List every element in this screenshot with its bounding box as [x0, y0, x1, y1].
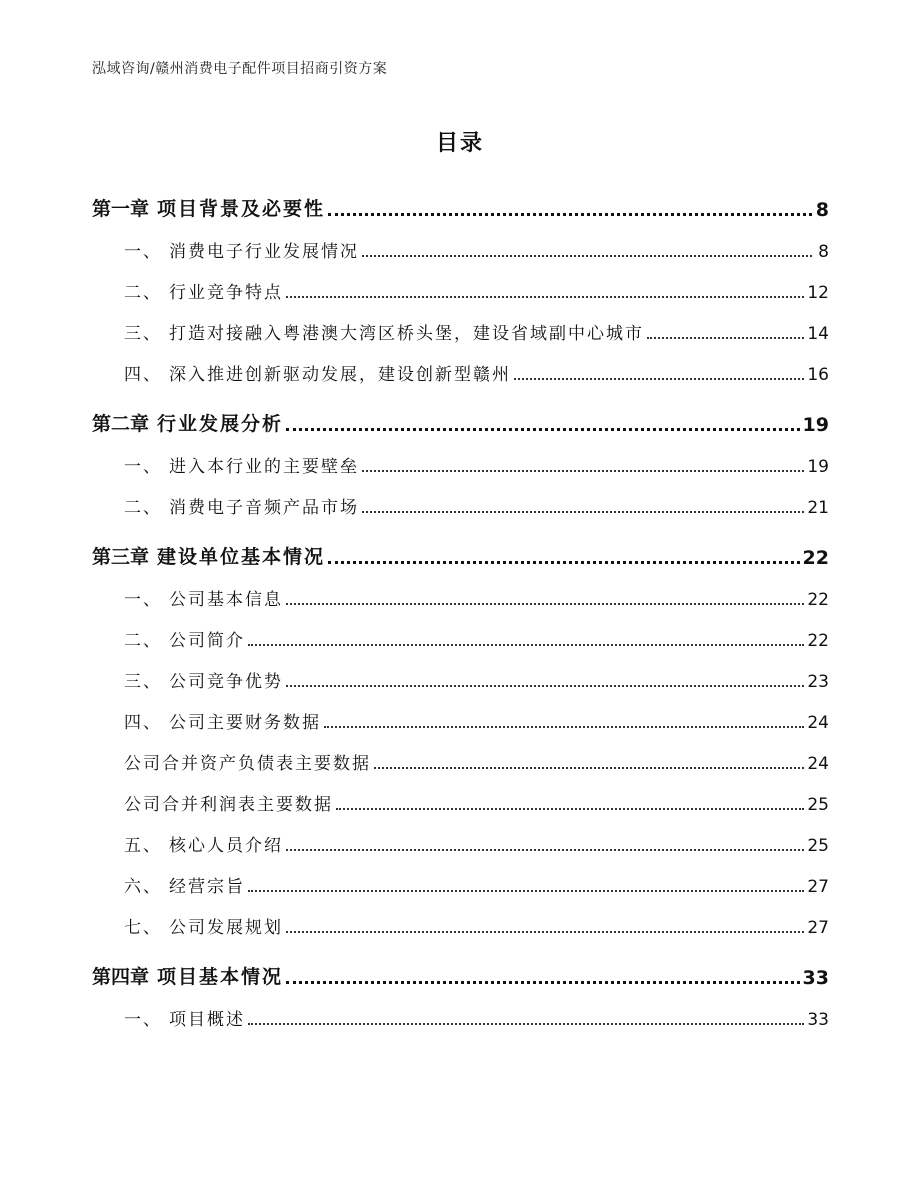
dot-leader: [514, 378, 804, 380]
running-header: 泓域咨询/赣州消费电子配件项目招商引资方案: [92, 61, 388, 77]
toc-entry-number: 第四章: [92, 966, 150, 988]
dot-leader: [286, 428, 800, 431]
toc-entry-number: 第二章: [92, 413, 150, 435]
toc-entry-number: 第三章: [92, 546, 150, 568]
toc-entry-page: 23: [807, 672, 829, 692]
toc-entry-title: 行业发展分析: [157, 413, 284, 435]
toc-subsection[interactable]: [92, 774, 829, 815]
toc-entry-title: 公司基本信息: [169, 590, 283, 610]
toc-section[interactable]: [92, 815, 829, 856]
toc-entry-title: 深入推进创新驱动发展，建设创新型赣州: [169, 365, 511, 385]
toc-chapter-4[interactable]: [92, 948, 829, 989]
toc-entry-page: 22: [807, 590, 829, 610]
toc-entry-page: 27: [807, 918, 829, 938]
toc-entry-number: 二、: [124, 631, 162, 651]
toc-section[interactable]: [92, 692, 829, 733]
toc-section[interactable]: [92, 856, 829, 897]
toc-entry-number: 七、: [124, 918, 162, 938]
toc-section[interactable]: [92, 477, 829, 518]
toc-entry-number: 第一章: [92, 198, 150, 220]
toc-entry-title: 公司合并利润表主要数据: [124, 795, 333, 815]
toc-entry-page: 24: [807, 713, 829, 733]
toc-chapter-1[interactable]: [92, 180, 829, 221]
toc-entry-title: 消费电子行业发展情况: [169, 242, 359, 262]
toc-entry-page: 24: [807, 754, 829, 774]
toc-entry-title: 经营宗旨: [169, 877, 245, 897]
toc-entry-title: 项目基本情况: [157, 966, 284, 988]
toc-entry-number: 一、: [124, 457, 162, 477]
dot-leader: [324, 726, 804, 728]
toc-entry-title: 公司合并资产负债表主要数据: [124, 754, 371, 774]
toc-entry-number: 一、: [124, 242, 162, 262]
toc-entry-page: 33: [807, 1010, 829, 1030]
toc-entry-number: 五、: [124, 836, 162, 856]
toc-entry-number: 一、: [124, 1010, 162, 1030]
toc-entry-title: 进入本行业的主要壁垒: [169, 457, 359, 477]
toc-section[interactable]: [92, 303, 829, 344]
dot-leader: [286, 981, 800, 984]
dot-leader: [248, 1023, 804, 1025]
toc-section[interactable]: [92, 989, 829, 1030]
toc-section[interactable]: [92, 569, 829, 610]
toc-entry-number: 二、: [124, 498, 162, 518]
toc-section[interactable]: [92, 897, 829, 938]
toc-entry-number: 二、: [124, 283, 162, 303]
dot-leader: [248, 644, 804, 646]
toc-entry-page: 8: [818, 242, 829, 262]
toc-entry-title: 公司发展规划: [169, 918, 283, 938]
toc-section[interactable]: [92, 262, 829, 303]
dot-leader: [286, 296, 804, 298]
dot-leader: [248, 890, 804, 892]
dot-leader: [328, 561, 800, 564]
toc-section[interactable]: [92, 651, 829, 692]
toc-entry-page: 25: [807, 795, 829, 815]
toc-entry-number: 三、: [124, 324, 162, 344]
toc-section[interactable]: [92, 436, 829, 477]
toc-entry-page: 19: [802, 414, 829, 436]
toc-entry-title: 公司简介: [169, 631, 245, 651]
toc-entry-title: 项目概述: [169, 1010, 245, 1030]
toc-entry-title: 建设单位基本情况: [157, 546, 326, 568]
dot-leader: [286, 685, 804, 687]
toc-entry-page: 22: [802, 547, 829, 569]
dot-leader: [647, 337, 804, 339]
toc-section[interactable]: [92, 344, 829, 385]
dot-leader: [328, 213, 812, 216]
toc-entry-page: 16: [807, 365, 829, 385]
dot-leader: [362, 511, 804, 513]
toc-entry-page: 22: [807, 631, 829, 651]
dot-leader: [374, 767, 804, 769]
toc-entry-page: 8: [815, 199, 829, 221]
toc-entry-page: 33: [802, 967, 829, 989]
toc-entry-title: 项目背景及必要性: [157, 198, 326, 220]
toc-section[interactable]: [92, 221, 829, 262]
dot-leader: [286, 603, 804, 605]
toc-entry-title: 消费电子音频产品市场: [169, 498, 359, 518]
toc-chapter-2[interactable]: [92, 395, 829, 436]
toc-entry-title: 核心人员介绍: [169, 836, 283, 856]
table-of-contents: [92, 180, 829, 1030]
dot-leader: [362, 470, 804, 472]
toc-section[interactable]: [92, 610, 829, 651]
toc-entry-page: 12: [807, 283, 829, 303]
toc-entry-title: 公司竞争优势: [169, 672, 283, 692]
toc-entry-page: 14: [807, 324, 829, 344]
toc-entry-title: 行业竞争特点: [169, 283, 283, 303]
toc-entry-number: 四、: [124, 365, 162, 385]
toc-entry-page: 21: [807, 498, 829, 518]
toc-entry-number: 一、: [124, 590, 162, 610]
dot-leader: [336, 808, 804, 810]
toc-subsection[interactable]: [92, 733, 829, 774]
toc-entry-number: 三、: [124, 672, 162, 692]
toc-entry-title: 公司主要财务数据: [169, 713, 321, 733]
toc-title: 目录: [435, 131, 484, 156]
toc-entry-page: 27: [807, 877, 829, 897]
dot-leader: [362, 255, 812, 257]
toc-entry-number: 四、: [124, 713, 162, 733]
toc-chapter-3[interactable]: [92, 528, 829, 569]
toc-entry-page: 25: [807, 836, 829, 856]
dot-leader: [286, 931, 804, 933]
dot-leader: [286, 849, 804, 851]
toc-entry-page: 19: [807, 457, 829, 477]
toc-entry-number: 六、: [124, 877, 162, 897]
toc-entry-title: 打造对接融入粤港澳大湾区桥头堡，建设省域副中心城市: [169, 324, 644, 344]
